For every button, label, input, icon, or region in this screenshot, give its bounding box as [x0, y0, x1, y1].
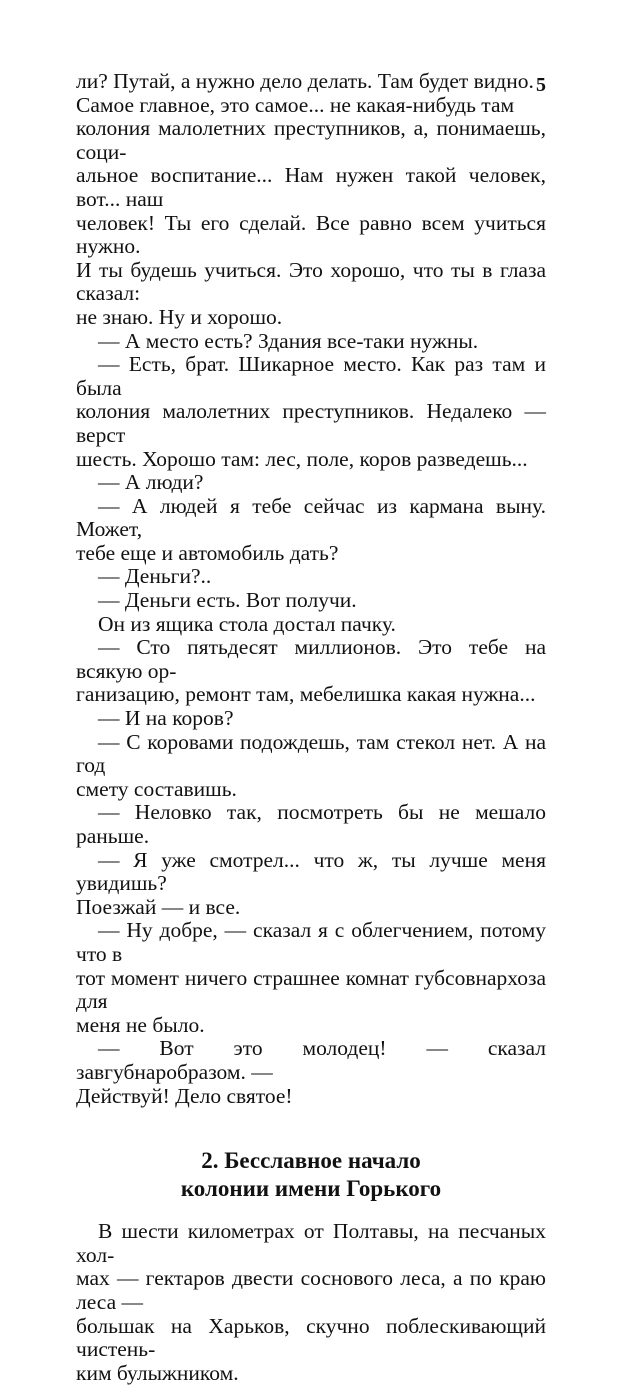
dialogue-line: — С коровами подождешь, там стекол нет. А на год смету составишь.: [76, 729, 546, 801]
dialogue-line: — Сто пятьдесят миллионов. Это тебе на всякую ор- ганизацию, ремонт там, мебелишка какая нужна...: [76, 635, 546, 707]
dialogue-line: — Есть, брат. Шикарное место. Как раз там и была колония малолетних преступников. Недалеко — верст шесть. Хорошо там: лес, поле, коров разведешь...: [76, 352, 546, 471]
paragraph: ли? Путай, а нужно дело делать. Там будет видно. Самое главное, это самое... не какая-нибудь там колония малолетних преступников, а, понимаешь, соци- альное воспитание... Нам нужен такой человек, вот... наш человек! Ты его сделай. Все равно всем учиться нужно. И ты будешь учиться. Это хорошо, что ты в глаза сказал: не знаю. Ну и хорошо.: [76, 69, 546, 329]
dialogue-line: — Вот это молодец! — сказал завгубнаробразом. — Действуй! Дело святое!: [76, 1036, 546, 1108]
dialogue-line: — А людей я тебе сейчас из кармана выну. Может, тебе еще и автомобиль дать?: [76, 493, 546, 565]
chapter-heading: 2. Бесславное начало колонии имени Горького: [180, 1148, 442, 1202]
paragraph: Он из ящика стола достал пачку.: [98, 611, 396, 636]
dialogue-line: — Деньги?..: [98, 564, 212, 589]
dialogue-line: — А место есть? Здания все-таки нужны.: [98, 328, 479, 353]
section-paragraph: В шести километрах от Полтавы, на песчаных хол- мах — гектаров двести соснового леса, а по краю леса — большак на Харьков, скучно поблескивающий чистень- ким булыжником.: [76, 1219, 546, 1385]
dialogue-line: — И на коров?: [98, 706, 234, 731]
dialogue-line: — А люди?: [98, 470, 204, 495]
dialogue-line: — Ну добре, — сказал я с облегчением, потому что в тот момент ничего страшнее комнат губсовнархоза для меня не было.: [76, 918, 546, 1037]
dialogue-line: — Я уже смотрел... что ж, ты лучше меня увидишь? Поезжай — и все.: [76, 847, 546, 919]
dialogue-line: — Неловко так, посмотреть бы не мешало раньше.: [76, 800, 546, 848]
dialogue-line: — Деньги есть. Вот получи.: [98, 588, 357, 613]
page-text: [76, 70, 546, 1385]
page-number: 5: [536, 74, 546, 96]
